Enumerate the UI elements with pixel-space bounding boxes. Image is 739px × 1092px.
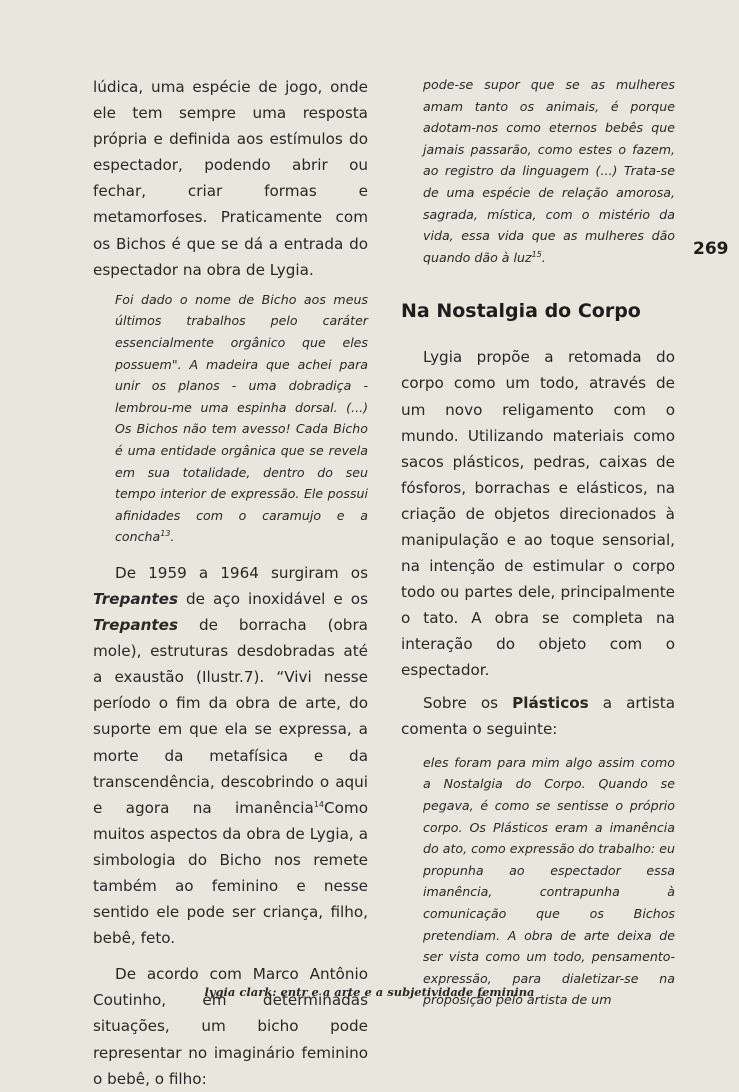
page-number: 269 [693,239,729,259]
footnote-ref-14: 14 [313,799,325,809]
left-quote-end: . [170,529,175,545]
right-quote1-text: pode-se supor que se as mulheres amam tanto os animais, é porque adotam-nos como eternos bebês que jamais passarão, como estes o fazem, ao registro da linguagem (...) Trata-se de uma espécie de relação amorosa, sagrada, mística, com o mistério da vida, essa vida que as mulheres dão quando dão à luz [423,77,675,265]
right-paragraph-2 [401,690,675,742]
left-paragraph-1: lúdica, uma espécie de jogo, onde ele tem sempre uma resposta própria e definida aos estímulos do espectador, podendo abrir ou fechar, criar formas e metamorfoses. Praticamente com os Bichos é que se dá a entrada do espectador na obra de Lygia. [93,78,368,279]
right-block-quote-1 [423,74,675,268]
left-block-quote [115,289,368,548]
left-quote-text: Foi dado o nome de Bicho aos meus últimos trabalhos pelo caráter essencialmente orgânico que eles possuem". A madeira que achei para unir os planos - uma dobradiça - lembrou-me uma espinha dorsal. (...) Os Bichos não tem avesso! Cada Bicho é uma entidade orgânica que se revela em sua totalidade, dentro do seu tempo interior de expressão. Ele possui afinidades com o caramujo e a concha [115,291,368,545]
right-block-quote-2: eles foram para mim algo assim como a Nostalgia do Corpo. Quando se pegava, é como se sentisse o próprio corpo. Os Plásticos eram a imanência do ato, como expressão do trabalho: eu propunha ao espectador essa imanência, contrapunha à comunicação que os Bichos pretendiam. A obra de arte deixa de ser vista como um todo, pensamento-expressão, para dialetizar-se na proposição pelo artista de um [423,754,675,1008]
footnote-ref-15: 15 [531,249,542,259]
right-quote1-end: . [541,249,546,265]
rp2-text-c: a artista comenta o seguinte: [401,693,675,738]
plasticos-term: Plásticos [512,693,589,712]
footnote-ref-13: 13 [160,529,171,539]
left-paragraph-2 [93,560,368,951]
p2-text-f: Como muitos aspectos da obra de Lygia, a simbologia do Bicho nos remete também ao feminino e nesse sentido ele pode ser criança, filho, bebê, feto. [93,798,368,948]
left-paragraph-3: De acordo com Marco Antônio Coutinho, em determinadas situações, um bicho pode representar no imaginário feminino o bebê, o filho: [93,965,368,1088]
trepantes-term-2: Trepantes [93,616,179,635]
section-heading: Na Nostalgia do Corpo [401,300,641,323]
right-paragraph-1: Lygia propõe a retomada do corpo como um todo, através de um novo religamento com o mundo. Utilizando materiais como sacos plásticos, pedras, caixas de fósforos, borrachas e elásticos, na criação de objetos direcionados à manipulação e ao toque sensorial, na intenção de estimular o corpo todo ou partes dele, principalmente o tato. A obra se completa na interação do objeto com o espectador. [401,348,675,680]
left-column [93,74,368,1092]
p2-text-e: de borracha (obra mole), estruturas desdobradas até a exaustão (Ilustr.7). “Vivi nesse período o fim da obra de arte, do suporte em que ela se expressa, a morte da metafísica e da transcendência, descobrindo o aqui e agora na imanência [93,616,368,817]
right-column [401,74,675,1011]
p2-text-c: de aço inoxidável e os [178,589,368,608]
trepantes-term-1: Trepantes [93,589,179,608]
p2-text-a: De 1959 a 1964 surgiram os [115,563,368,582]
rp2-text-a: Sobre os [423,693,513,712]
running-footer: lygia clark: entr e a arte e a subjetividade feminina [204,985,535,999]
